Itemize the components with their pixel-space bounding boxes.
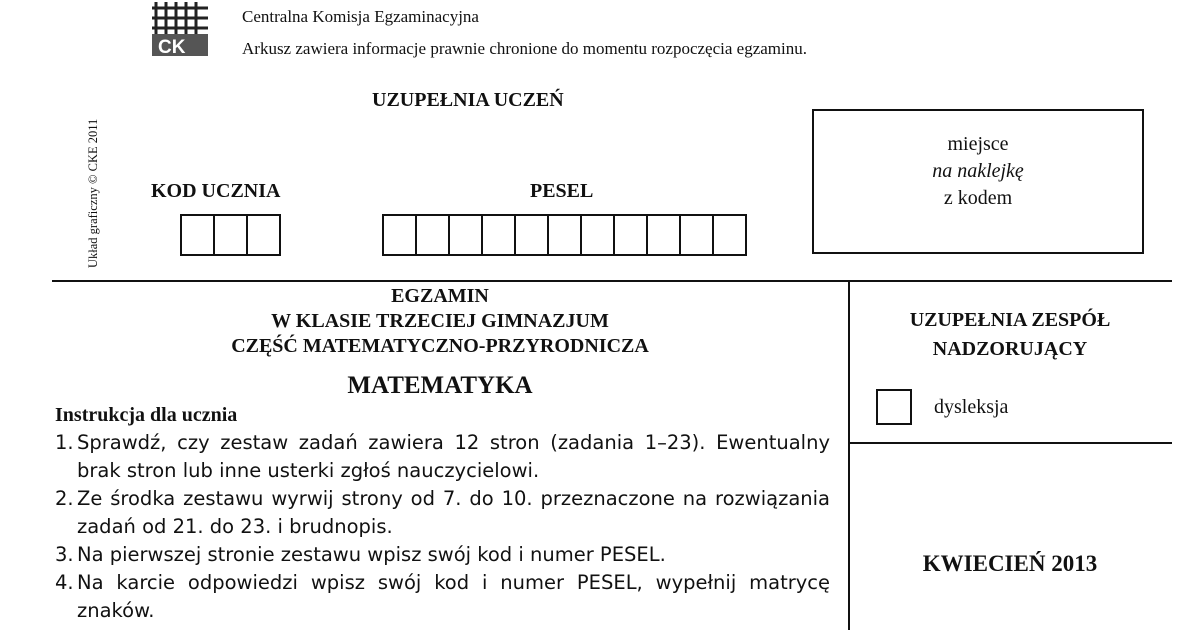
code-box[interactable] [246, 214, 281, 256]
pesel-box[interactable] [613, 214, 648, 256]
exam-subject: MATEMATYKA [347, 372, 533, 399]
instruction-item [55, 485, 830, 541]
code-box[interactable] [213, 214, 248, 256]
pesel-boxes [382, 214, 747, 256]
supervisor-title [852, 306, 1168, 364]
horizontal-divider [52, 280, 1172, 282]
pesel-box[interactable] [514, 214, 549, 256]
pesel-box[interactable] [481, 214, 516, 256]
exam-date: KWIECIEŃ 2013 [922, 551, 1098, 576]
instructions [55, 404, 830, 625]
student-code-label: KOD UCZNIA [151, 180, 281, 202]
exam-line-1: EGZAMIN [391, 285, 489, 307]
instruction-number: 2. [55, 487, 74, 510]
sticker-line-2: na naklejkę [932, 160, 1024, 182]
pesel-box[interactable] [646, 214, 681, 256]
student-section-title: UZUPEŁNIA UCZEŃ [372, 89, 564, 111]
instruction-text: Na pierwszej stronie zestawu wpisz swój kod i numer PESEL. [77, 543, 666, 566]
pesel-box[interactable] [448, 214, 483, 256]
exam-title [60, 284, 820, 359]
pesel-box[interactable] [712, 214, 747, 256]
pesel-label: PESEL [530, 180, 594, 202]
instruction-number: 4. [55, 571, 74, 594]
pesel-box[interactable] [415, 214, 450, 256]
logo-text: CK [158, 37, 186, 58]
dyslexia-label: dysleksja [934, 396, 1009, 418]
copyright-vertical: Układ graficzny © CKE 2011 [86, 118, 100, 268]
sticker-line-1: miejsce [947, 133, 1009, 155]
instruction-item [55, 541, 830, 569]
pesel-box[interactable] [547, 214, 582, 256]
instruction-text: Na karcie odpowiedzi wpisz swój kod i numer PESEL, wypełnij matrycę znaków. [77, 571, 830, 622]
pesel-box[interactable] [679, 214, 714, 256]
instruction-number: 3. [55, 543, 74, 566]
instruction-item [55, 429, 830, 485]
instruction-item [55, 569, 830, 625]
student-code-boxes [180, 214, 281, 256]
vertical-divider [848, 280, 850, 630]
instruction-text: Ze środka zestawu wyrwij strony od 7. do 10. przeznaczone na rozwiązania zadań od 21. do 23. i brudnopis. [77, 487, 830, 538]
exam-line-2: W KLASIE TRZECIEJ GIMNAZJUM [271, 310, 609, 332]
code-box[interactable] [180, 214, 215, 256]
sticker-line-3: z kodem [943, 187, 1013, 209]
cke-logo [150, 0, 212, 58]
dyslexia-checkbox[interactable] [876, 389, 912, 425]
org-name: Centralna Komisja Egzaminacyjna [242, 7, 479, 26]
exam-line-3: CZĘŚĆ MATEMATYCZNO-PRZYRODNICZA [231, 335, 649, 357]
supervisor-title-line-2: NADZORUJĄCY [932, 338, 1088, 360]
instruction-number: 1. [55, 431, 74, 454]
instructions-title: Instrukcja dla ucznia [55, 404, 238, 426]
right-panel-divider [850, 442, 1172, 444]
confidentiality-notice: Arkusz zawiera informacje prawnie chronione do momentu rozpoczęcia egzaminu. [242, 39, 808, 58]
pesel-box[interactable] [580, 214, 615, 256]
supervisor-title-line-1: UZUPEŁNIA ZESPÓŁ [909, 309, 1111, 331]
instruction-text: Sprawdź, czy zestaw zadań zawiera 12 stron (zadania 1–23). Ewentualny brak stron lub inne usterki zgłoś nauczycielowi. [77, 431, 830, 482]
sticker-placeholder [812, 109, 1144, 254]
pesel-box[interactable] [382, 214, 417, 256]
